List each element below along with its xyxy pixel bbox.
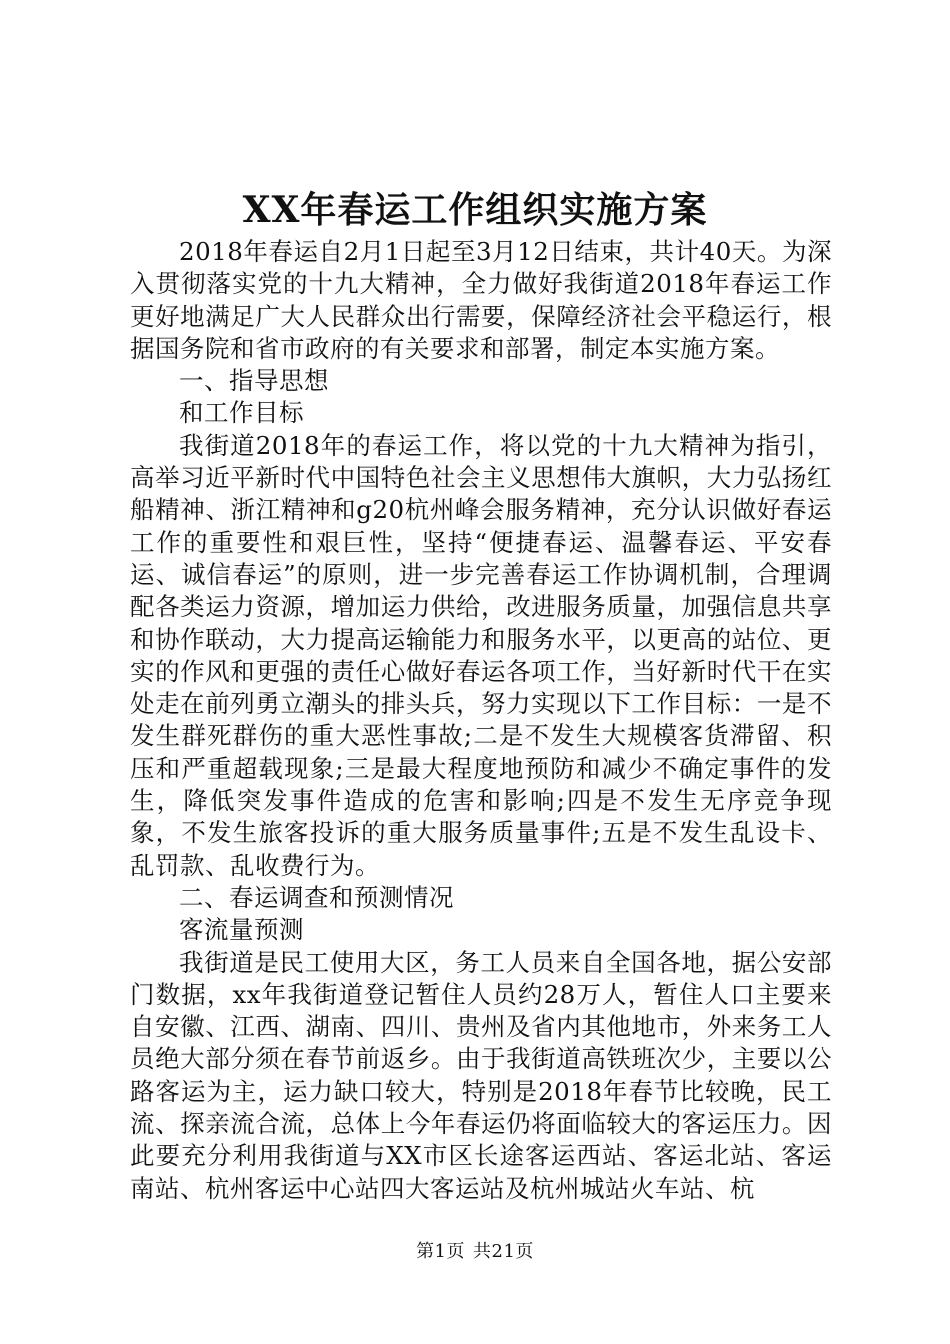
paragraph-forecast: 我街道是民工使用大区，务工人员来自全国各地，据公安部门数据，xx年我街道登记暂住人员约28万人，暂住人口主要来自安徽、江西、湖南、四川、贵州及省内其他地市，外来务工人员绝大部分须在春节前返乡。由于我街道高铁班次少，主要以公路客运为主，运力缺口较大，特别是2018年春节比较晚，民工流、探亲流合流，总体上今年春运仍将面临较大的客运压力。因此要充分利用我街道与XX市区长途客运西站、客运北站、客运南站、杭州客运中心站四大客运站及杭州城站火车站、杭: [130, 947, 832, 1203]
page-total: 共21页: [473, 1241, 534, 1262]
document-body: [130, 236, 832, 1205]
paragraph-intro: 2018年春运自2月1日起至3月12日结束，共计40天。为深入贯彻落实党的十九大精神，全力做好我街道2018年春运工作更好地满足广大人民群众出行需要，保障经济社会平稳运行，根据国务院和省市政府的有关要求和部署，制定本实施方案。: [130, 237, 832, 363]
section-heading-work-goals: 和工作目标: [179, 398, 304, 428]
page-footer: [0, 1240, 950, 1264]
section-heading-passenger-forecast: 客流量预测: [179, 915, 304, 945]
page-number: 第1页: [416, 1241, 466, 1262]
document-title: XX年春运工作组织实施方案: [242, 189, 708, 231]
section-heading-survey-forecast: 二、春运调查和预测情况: [179, 882, 454, 912]
paragraph-goals: 我街道2018年的春运工作，将以党的十九大精神为指引，高举习近平新时代中国特色社会主义思想伟大旗帜，大力弘扬红船精神、浙江精神和g20杭州峰会服务精神，充分认识做好春运工作的重要性和艰巨性，坚持“便捷春运、温馨春运、平安春运、诚信春运”的原则，进一步完善春运工作协调机制，合理调配各类运力资源，增加运力供给，改进服务质量，加强信息共享和协作联动，大力提高运输能力和服务水平，以更高的站位、更实的作风和更强的责任心做好春运各项工作，当好新时代干在实处走在前列勇立潮头的排头兵，努力实现以下工作目标：一是不发生群死群伤的重大恶性事故;二是不发生大规模客货滞留、积压和严重超载现象;三是最大程度地预防和减少不确定事件的发生，降低突发事件造成的危害和影响;四是不发生无序竞争现象，不发生旅客投诉的重大服务质量事件;五是不发生乱设卡、乱罚款、乱收费行为。: [130, 430, 832, 880]
section-heading-guiding-ideology: 一、指导思想: [179, 366, 329, 396]
